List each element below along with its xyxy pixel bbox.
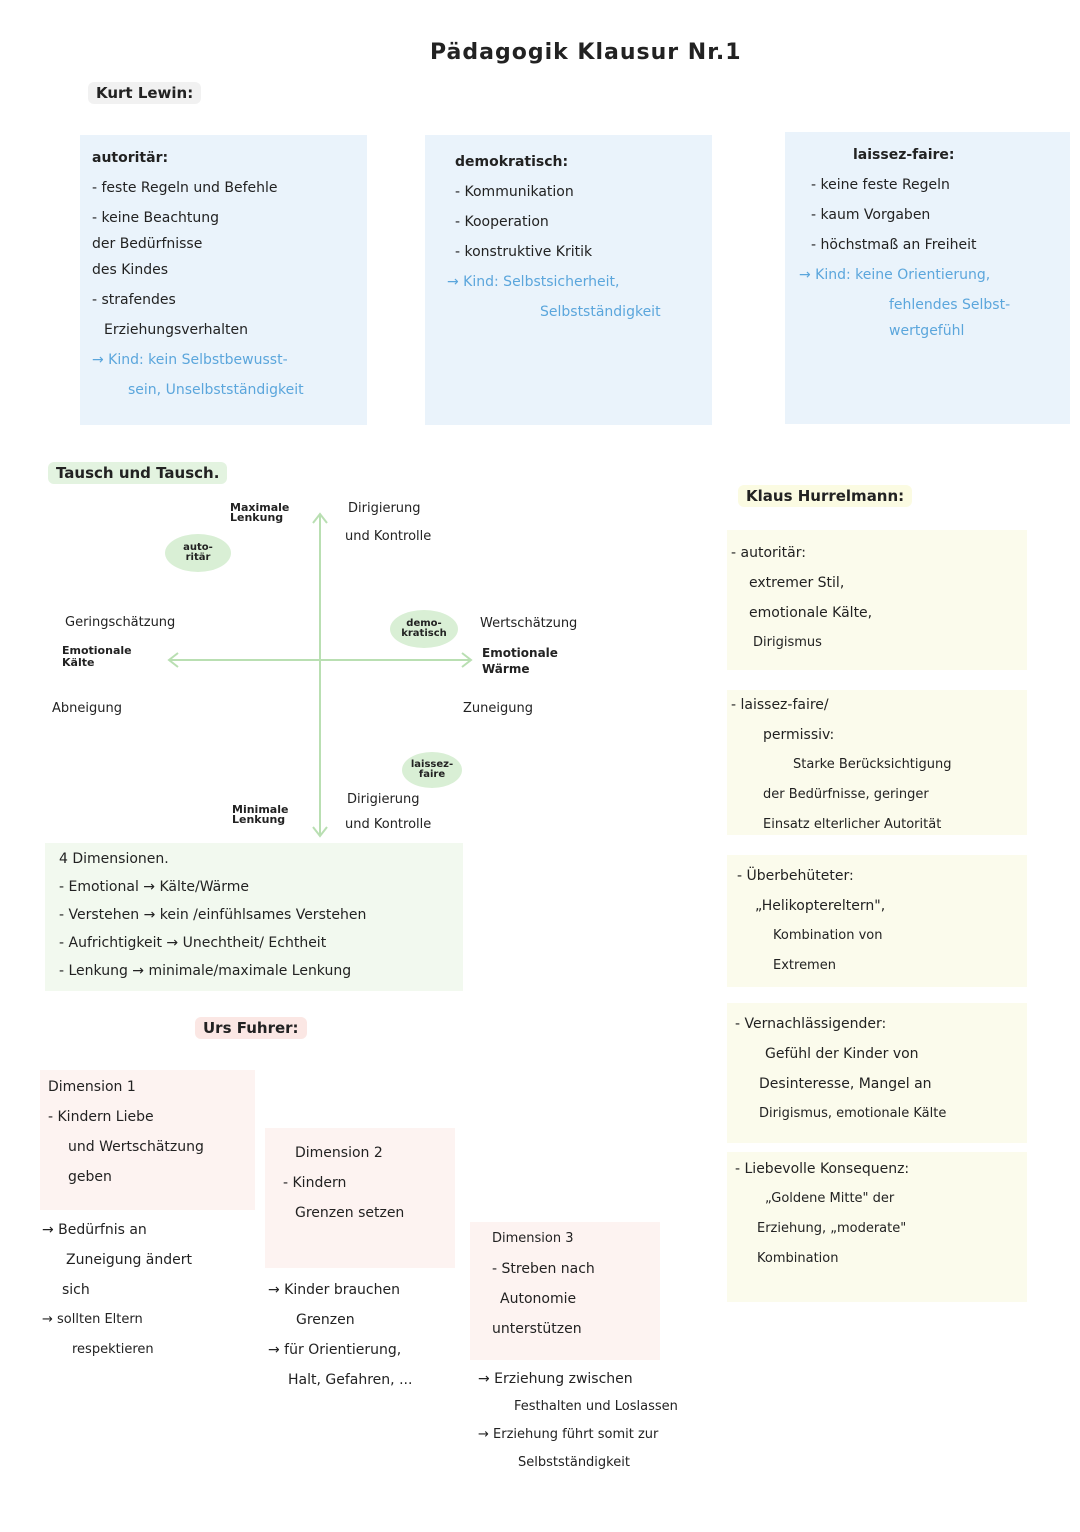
hurrelmann-line: Desinteresse, Mangel an	[759, 1076, 932, 1092]
hurrelmann-line: Extremen	[773, 958, 836, 973]
dim2-after-line: Halt, Gefahren, ...	[288, 1372, 413, 1388]
label-emotionale-waerme: Emotionale Wärme	[482, 646, 558, 676]
hurrelmann-line: extremer Stil,	[749, 575, 845, 591]
dim2-after-line: → für Orientierung,	[268, 1342, 402, 1358]
autoritaer-line: - keine Beachtung	[92, 210, 220, 226]
demokratisch-result: → Kind: Selbstsicherheit,	[447, 274, 620, 290]
label-emotionale-kaelte: Emotionale Kälte	[62, 644, 132, 669]
fuhrer-dim1-box	[40, 1070, 255, 1210]
dim1-line: - Kindern Liebe	[48, 1109, 154, 1125]
laissez-result: → Kind: keine Orientierung,	[799, 267, 991, 283]
dim3-after-line: Selbstständigkeit	[518, 1455, 630, 1470]
demokratisch-title: demokratisch:	[455, 154, 569, 170]
dim2-line: Grenzen setzen	[295, 1205, 405, 1221]
fuhrer-dim3-box	[470, 1222, 660, 1360]
bubble-autoritaer: auto-ritär	[165, 534, 231, 572]
hurrelmann-box-liebevoll	[727, 1152, 1027, 1302]
dim3-line: unterstützen	[492, 1321, 582, 1337]
dimensions-title: 4 Dimensionen.	[59, 851, 169, 867]
hurrelmann-line: Starke Berücksichtigung	[793, 757, 952, 772]
dim1-after-line: Zuneigung ändert	[66, 1252, 193, 1268]
hurrelmann-line: - autoritär:	[731, 545, 806, 561]
dim1-after-line: sich	[62, 1282, 90, 1298]
dimension-item: - Emotional → Kälte/Wärme	[59, 879, 249, 895]
laissez-line: - keine feste Regeln	[811, 177, 950, 193]
dim1-line: und Wertschätzung	[68, 1139, 204, 1155]
page-title: Pädagogik Klausur Nr.1	[430, 40, 742, 65]
bubble-demokratisch: demo-kratisch	[390, 610, 458, 648]
dim1-line: geben	[68, 1169, 112, 1185]
demokratisch-line: - Kommunikation	[455, 184, 574, 200]
hurrelmann-line: Erziehung, „moderate"	[757, 1221, 907, 1236]
autoritaer-line: - feste Regeln und Befehle	[92, 180, 278, 196]
fuhrer-heading: Urs Fuhrer:	[195, 1017, 307, 1039]
dim3-after-line: Festhalten und Loslassen	[514, 1399, 678, 1414]
tausch-dimensions-box	[45, 843, 463, 991]
autoritaer-line: des Kindes	[92, 262, 168, 278]
label-min-lenkung: Minimale Lenkung	[232, 803, 289, 826]
label-wertschaetzung: Wertschätzung	[480, 616, 578, 631]
hurrelmann-line: „Helikoptereltern",	[755, 898, 886, 914]
dim3-line: Dimension 3	[492, 1231, 574, 1246]
hurrelmann-line: - laissez-faire/	[731, 697, 829, 713]
dimension-item: - Lenkung → minimale/maximale Lenkung	[59, 963, 352, 979]
fuhrer-dim2-box	[265, 1128, 455, 1268]
dim2-line: - Kindern	[283, 1175, 347, 1191]
dim1-after-line: respektieren	[72, 1342, 154, 1357]
hurrelmann-line: „Goldene Mitte" der	[765, 1191, 895, 1206]
dim2-after-line: → Kinder brauchen	[268, 1282, 400, 1298]
demokratisch-line: - Kooperation	[455, 214, 549, 230]
demokratisch-line: - konstruktive Kritik	[455, 244, 593, 260]
autoritaer-title: autoritär:	[92, 150, 169, 166]
hurrelmann-line: Dirigismus, emotionale Kälte	[759, 1106, 947, 1121]
dim2-after	[268, 1275, 412, 1395]
laissez-result: fehlendes Selbst-	[889, 297, 1011, 313]
hurrelmann-box-autoritaer	[727, 530, 1027, 670]
hurrelmann-line: Gefühl der Kinder von	[765, 1046, 919, 1062]
autoritaer-line: der Bedürfnisse	[92, 236, 203, 252]
label-max-lenkung: Maximale Lenkung	[230, 501, 290, 524]
autoritaer-line: - strafendes	[92, 292, 176, 308]
dim1-after-line: → sollten Eltern	[42, 1312, 143, 1327]
label-dirigierung-bottom: Dirigierung	[347, 792, 420, 807]
label-dirigierung-top: Dirigierung	[348, 501, 421, 516]
hurrelmann-line: - Vernachlässigender:	[735, 1016, 887, 1032]
hurrelmann-line: der Bedürfnisse, geringer	[763, 787, 929, 802]
autoritaer-result: sein, Unselbstständigkeit	[128, 382, 304, 398]
dimension-item: - Verstehen → kein /einfühlsames Verstehen	[59, 907, 367, 923]
hurrelmann-box-laissez	[727, 690, 1027, 835]
label-kontrolle-top: und Kontrolle	[345, 529, 432, 544]
dim3-line: - Streben nach	[492, 1261, 595, 1277]
hurrelmann-box-ueberbehuetet	[727, 855, 1027, 987]
tausch-heading: Tausch und Tausch.	[48, 462, 227, 484]
dim2-line: Dimension 2	[295, 1145, 383, 1161]
hurrelmann-line: Kombination von	[773, 928, 883, 943]
hurrelmann-line: - Überbehüteter:	[737, 868, 854, 884]
laissez-line: - kaum Vorgaben	[811, 207, 931, 223]
dim3-after	[478, 1365, 678, 1477]
demokratisch-result: Selbstständigkeit	[540, 304, 661, 320]
dim1-line: Dimension 1	[48, 1079, 136, 1095]
hurrelmann-line: - Liebevolle Konsequenz:	[735, 1161, 910, 1177]
label-zuneigung: Zuneigung	[463, 701, 533, 716]
hurrelmann-line: emotionale Kälte,	[749, 605, 873, 621]
laissez-result: wertgefühl	[889, 323, 965, 339]
laissez-line: - höchstmaß an Freiheit	[811, 237, 977, 253]
label-abneigung: Abneigung	[52, 701, 122, 716]
dim1-after-line: → Bedürfnis an	[42, 1222, 147, 1238]
bubble-laissez: laissez-faire	[402, 752, 462, 788]
hurrelmann-line: permissiv:	[763, 727, 835, 743]
dim1-after	[42, 1215, 192, 1365]
hurrelmann-line: Dirigismus	[753, 635, 822, 650]
dim3-after-line: → Erziehung führt somit zur	[478, 1427, 659, 1442]
hurrelmann-line: Kombination	[757, 1251, 839, 1266]
laissez-title: laissez-faire:	[853, 147, 955, 163]
dim2-after-line: Grenzen	[296, 1312, 355, 1328]
hurrelmann-line: Einsatz elterlicher Autorität	[763, 817, 942, 832]
dim3-after-line: → Erziehung zwischen	[478, 1371, 633, 1387]
lewin-heading: Kurt Lewin:	[88, 82, 201, 104]
label-kontrolle-bottom: und Kontrolle	[345, 817, 432, 832]
dim3-line: Autonomie	[500, 1291, 577, 1307]
label-geringschaetzung: Geringschätzung	[65, 615, 176, 630]
hurrelmann-heading: Klaus Hurrelmann:	[738, 485, 912, 507]
autoritaer-line: Erziehungsverhalten	[104, 322, 248, 338]
autoritaer-result: → Kind: kein Selbstbewusst-	[92, 352, 288, 368]
dimension-item: - Aufrichtigkeit → Unechtheit/ Echtheit	[59, 935, 327, 951]
hurrelmann-box-vernachlaessigend	[727, 1003, 1027, 1143]
